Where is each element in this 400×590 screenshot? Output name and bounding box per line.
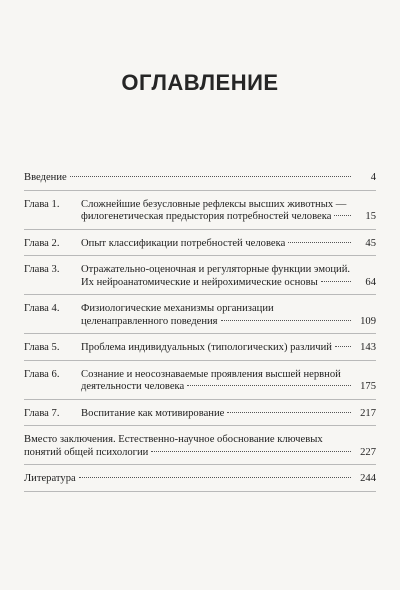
- page-title: ОГЛАВЛЕНИЕ: [121, 70, 279, 95]
- toc-entry-title: Вместо заключения. Естественно-научное обоснование ключевых: [24, 434, 323, 445]
- toc-page-number: 109: [360, 315, 376, 327]
- dot-leader: [187, 385, 351, 386]
- dot-leader: [70, 176, 351, 177]
- toc-entry-conclusion: [24, 434, 376, 459]
- toc-entry-title: Воспитание как мотивирование: [81, 407, 225, 419]
- toc-page-number: 244: [360, 473, 376, 484]
- separator: [24, 229, 376, 230]
- toc-entry-title: Опыт классификации потребностей человека: [81, 237, 286, 249]
- chapter-number: Глава 7.: [24, 407, 60, 419]
- chapter-number: Глава 4.: [24, 303, 60, 314]
- chapter-number: Глава 1.: [24, 198, 60, 210]
- chapter-number: Глава 6.: [24, 368, 60, 380]
- toc-entry-title-cont: понятий общей психологии: [24, 446, 149, 458]
- toc-entry-title: Сознание и неосознаваемые проявления высшей нервной: [81, 368, 341, 380]
- toc-entry-chapter-7: [24, 408, 376, 421]
- toc-entry-chapter-5: [24, 342, 376, 355]
- dot-leader: [321, 281, 351, 282]
- toc-entry-title-cont: филогенетическая предыстория потребностей человека: [81, 211, 332, 222]
- toc-entry-title-cont: деятельности человека: [81, 381, 185, 392]
- dot-leader: [288, 242, 351, 243]
- toc-entry-title: Сложнейшие безусловные рефлексы высших животных —: [81, 198, 347, 210]
- toc-entry-title: Отражательно-оценочная и регуляторные функции эмоций.: [81, 264, 351, 275]
- separator: [24, 333, 376, 334]
- separator: [24, 399, 376, 400]
- table-of-contents: [24, 172, 376, 500]
- separator: [24, 190, 376, 191]
- toc-entry-title-cont: целенаправленного поведения: [81, 315, 218, 327]
- toc-entry-title: Введение: [24, 172, 67, 183]
- toc-entry-chapter-4: [24, 303, 376, 328]
- toc-entry-title: Проблема индивидуальных (типологических) различий: [81, 342, 332, 353]
- dot-leader: [227, 412, 351, 413]
- dot-leader: [79, 477, 351, 478]
- dot-leader: [335, 346, 351, 347]
- separator: [24, 294, 376, 295]
- toc-entry-introduction: [24, 172, 376, 185]
- separator: [24, 425, 376, 426]
- toc-entry-references: [24, 473, 376, 486]
- toc-entry-chapter-6: [24, 369, 376, 394]
- dot-leader: [334, 215, 351, 216]
- toc-entry-chapter-1: [24, 199, 376, 224]
- separator: [24, 255, 376, 256]
- separator: [24, 360, 376, 361]
- chapter-number: Глава 2.: [24, 237, 60, 249]
- toc-page-number: 217: [360, 407, 376, 419]
- toc-entry-title: Физиологические механизмы организации: [81, 303, 274, 314]
- toc-entry-title-cont: Их нейроанатомические и нейрохимические основы: [81, 276, 318, 288]
- toc-entry-title: Литература: [24, 473, 76, 484]
- dot-leader: [221, 320, 351, 321]
- chapter-number: Глава 5.: [24, 342, 60, 353]
- toc-page-number: 175: [360, 381, 376, 392]
- toc-entry-chapter-2: [24, 238, 376, 251]
- toc-page-number: 4: [370, 172, 376, 183]
- toc-page-number: 143: [360, 342, 376, 353]
- toc-page-number: 15: [365, 211, 376, 222]
- separator: [24, 491, 376, 492]
- dot-leader: [151, 451, 351, 452]
- toc-entry-chapter-3: [24, 264, 376, 289]
- separator: [24, 464, 376, 465]
- chapter-number: Глава 3.: [24, 264, 60, 275]
- toc-page-number: 45: [365, 237, 376, 249]
- toc-page-number: 227: [360, 446, 376, 458]
- toc-page-number: 64: [365, 276, 376, 288]
